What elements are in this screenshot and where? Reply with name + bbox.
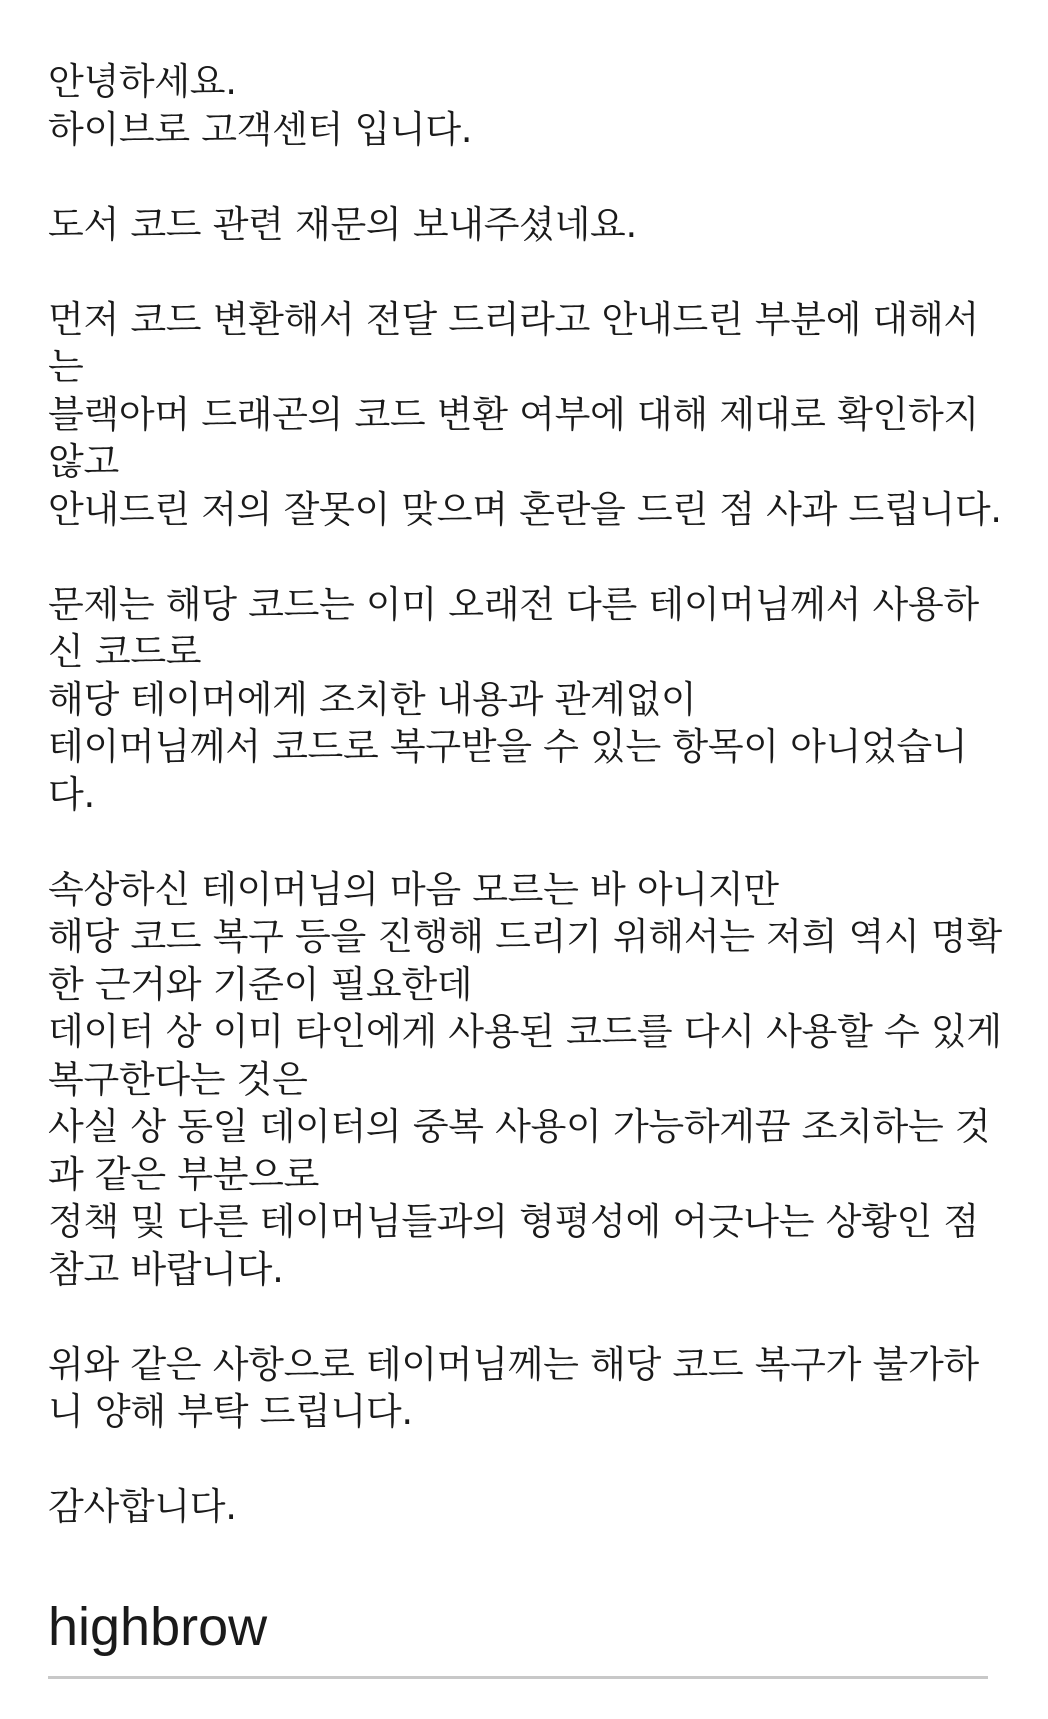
message-line: 는: [48, 345, 84, 388]
message-line: 위와 같은 사항으로 테이머님께는 해당 코드 복구가 불가하: [48, 1342, 979, 1386]
blank-line: [48, 1293, 1018, 1341]
blank-line: [48, 818, 1018, 866]
blank-line: [48, 248, 1018, 296]
message-line: 한 근거와 기준이 필요한데: [48, 962, 473, 1006]
divider: [48, 1676, 988, 1679]
message-line: 해당 테이머에게 조치한 내용과 관계없이: [48, 677, 697, 721]
message-line: 속상하신 테이머님의 마음 모르는 바 아니지만: [48, 867, 779, 911]
message-line: 감사합니다.: [48, 1485, 237, 1528]
message-line: 사실 상 동일 데이터의 중복 사용이 가능하게끔 조치하는 것: [48, 1105, 991, 1148]
blank-line: [48, 533, 1018, 581]
message-line: 정책 및 다른 테이머님들과의 형평성에 어긋나는 상황인 점: [48, 1200, 979, 1243]
message-line: 과 같은 부분으로: [48, 1152, 320, 1196]
blank-line: [48, 153, 1018, 201]
message-line: 블랙아머 드래곤의 코드 변환 여부에 대해 제대로 확인하지: [48, 392, 979, 436]
message-line: 테이머님께서 코드로 복구받을 수 있는 항목이 아니었습니: [48, 725, 968, 768]
message-line: 않고: [48, 440, 119, 483]
blank-line: [48, 1436, 1018, 1484]
message-line: 해당 코드 복구 등을 진행해 드리기 위해서는 저희 역시 명확: [48, 915, 1002, 958]
message-body: [48, 58, 1018, 1531]
message-line: 복구한다는 것은: [48, 1057, 308, 1101]
message-line: 안녕하세요.: [48, 60, 237, 103]
message-line: 니 양해 부탁 드립니다.: [48, 1390, 413, 1433]
message-line: 참고 바랍니다.: [48, 1247, 284, 1291]
message-line: 다.: [48, 772, 95, 816]
message-line: 데이터 상 이미 타인에게 사용된 코드를 다시 사용할 수 있게: [48, 1010, 1002, 1053]
signature-text: highbrow: [48, 1597, 268, 1657]
message-line: 도서 코드 관련 재문의 보내주셨네요.: [48, 202, 637, 246]
message-line: 문제는 해당 코드는 이미 오래전 다른 테이머님께서 사용하: [48, 582, 979, 626]
message-line: 먼저 코드 변환해서 전달 드리라고 안내드린 부분에 대해서: [48, 297, 979, 341]
message-line: 신 코드로: [48, 630, 202, 673]
message-line: 안내드린 저의 잘못이 맞으며 혼란을 드린 점 사과 드립니다.: [48, 487, 1002, 531]
message-line: 하이브로 고객센터 입니다.: [48, 107, 473, 151]
